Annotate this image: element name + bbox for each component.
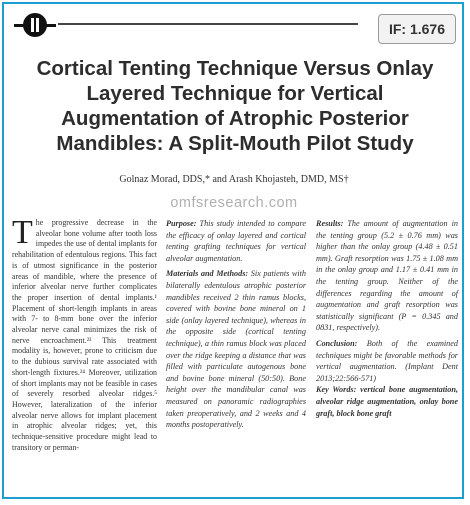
- results-label: Results:: [316, 219, 344, 228]
- abstract-column-2: [316, 218, 458, 419]
- abstract-results: [316, 218, 458, 334]
- drop-cap: T: [12, 214, 33, 251]
- results-text: The amount of augmentation in the tenting group (5.2 ± 0.76 mm) was higher than the onlay group (4.48 ± 0.51 mm). Graft resorption was 1.75 ± 1.08 mm in the onlay group and 1.17 ± 0.41 mm in the tenting group. Neither of the differences regarding the amount of augmentation and graft resorption was statistically significant (P = 0.345 and 0831, respectively).: [316, 219, 458, 333]
- keywords-label: Key Words:: [316, 385, 357, 395]
- abstract-purpose: [166, 218, 306, 264]
- header-rule: [58, 23, 358, 25]
- methods-text: Six patients with bilaterally edentulous atrophic posterior mandibles received 2 thin ramus blocks, covered with bovine bone mineral on 1 side (onlay layered technique), whereas in the opposite side (cortical tenting technique), a thin ramus block was placed over the ridge keeping a distance that was filled with particulate autogenous bone and bovine bone mineral (50:50). Bone height over the mandibular canal was measured on panoramic radiographies taken preoperatively, and 2 weeks and 4 months postoperatively.: [166, 269, 306, 430]
- abstract-column-1: [166, 218, 306, 431]
- site-watermark: omfsresearch.com: [170, 195, 298, 211]
- purpose-text: This study intended to compare the efficacy of onlay layered and cortical tenting grafting techniques for vertical alveolar augmentation.: [166, 219, 307, 263]
- conclusion-label: Conclusion:: [316, 338, 358, 348]
- introduction-column: [12, 214, 157, 453]
- abstract-conclusion: [316, 338, 458, 384]
- article-title: Cortical Tenting Technique Versus Onlay Layered Technique for Vertical Augmentation of Atrophic Posterior Mandibles: A Split-Mouth Pilot Study: [36, 57, 434, 155]
- article-page: [2, 2, 464, 499]
- keywords-text: vertical bone augmentation, alveolar ridge augmentation, onlay bone graft, block bone graft: [316, 385, 458, 418]
- introduction-text: he progressive decrease in the alveolar bone volume after tooth loss impedes the use of dental implants for rehabilitation of edentulous regions. This fact is of utmost significance in the posterior areas of mandible, where the presence of inferior alveolar nerve further complicates the proper insertion of dental implants.¹ Placement of short-length implants in areas with 7- to 8-mm bone over the inferior alveolar nerve canal minimizes the risk of nerve encroachment.²³ This treatment modality is, however, prone to criticism due to the dubious survival rate associated with short-length fixtures.²⁴ Moreover, utilization of short implants may not be feasible in cases of severely resorbed alveolar ridges.⁵ However, lateralization of the inferior alveolar nerve allows for implant placement in atrophic alveolar ridges; yet, this technique-sensitive procedure might lead to transitory or perman-: [12, 218, 157, 452]
- impact-factor-badge: IF: 1.676: [378, 14, 456, 44]
- conclusion-text: Both of the examined techniques might be favorable methods for vertical augmentation. (Implant Dent 2013;22:566-571): [316, 338, 458, 383]
- purpose-label: Purpose:: [166, 219, 197, 228]
- journal-logo: [14, 13, 56, 39]
- abstract-keywords: [316, 384, 458, 419]
- methods-label: Materials and Methods:: [166, 269, 249, 279]
- abstract-methods: [166, 268, 306, 430]
- article-authors: Golnaz Morad, DDS,* and Arash Khojasteh, DMD, MS†: [119, 174, 349, 185]
